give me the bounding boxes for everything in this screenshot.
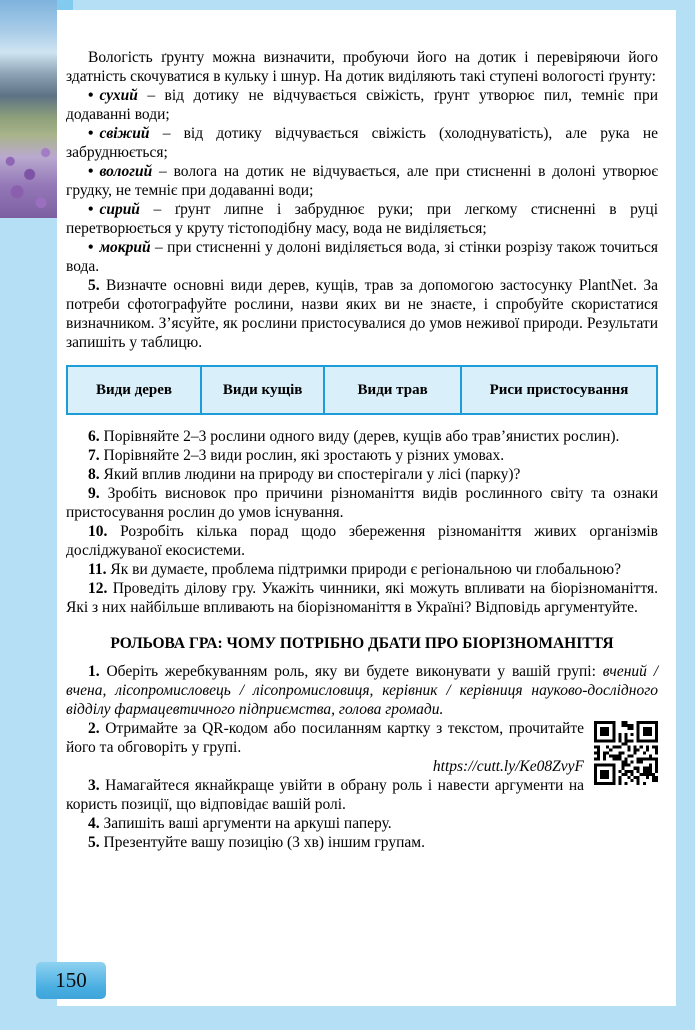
task-text: Який вплив людини на природу ви спостерігали у лісі (парку)? (103, 466, 521, 483)
task-text: Зробіть висновок про причини різноманіття видів рослинного світу та ознаки пристосування рослин до умов існування. (66, 485, 658, 521)
task-number: 11. (88, 561, 107, 578)
term-definition: – від дотику не відчувається свіжість, ґрунт утворює пил, темніє при додаванні води; (66, 87, 659, 123)
step-text: Намагайтеся якнайкраще увійти в обрану роль і навести аргументи на користь позиції, що відповідає вашій ролі. (66, 777, 585, 813)
term: сухий (99, 87, 138, 104)
role-game-heading: РОЛЬОВА ГРА: ЧОМУ ПОТРІБНО ДБАТИ ПРО БІОРІЗНОМАНІТТЯ (110, 635, 614, 652)
task-text: Розробіть кілька порад щодо збереження різноманіття живих організмів досліджуваної екосистеми. (66, 523, 658, 559)
step-number: 2. (88, 720, 100, 737)
qr-link[interactable]: https://cutt.ly/Ke08ZvyF (432, 758, 584, 775)
term: свіжий (99, 125, 150, 142)
bullet-icon (88, 239, 99, 256)
bullet-icon (88, 125, 99, 142)
term-definition: – ґрунт липне і забруднює руки; при легкому стисненні в руці перетворюється у круту тістоподібну масу, вода не виділяється; (66, 201, 659, 237)
page-number-badge (36, 962, 106, 999)
task-number: 12. (88, 580, 108, 597)
task-text: Проведіть ділову гру. Укажіть чинники, які можуть впливати на біорізноманіття. Які з них найбільше впливають на біорізноманіття в Україні? Відповідь аргументуйте. (66, 580, 659, 616)
task-number: 9. (88, 485, 100, 502)
task-8 (66, 465, 658, 484)
task-text: Порівняйте 2–3 види рослин, які зростають у різних умовах. (103, 447, 505, 464)
task-6 (66, 427, 658, 446)
column-header: Види дерев (67, 366, 201, 414)
page-border-top (57, 0, 695, 10)
step-number: 5. (88, 834, 100, 851)
role-game-step-4 (66, 814, 658, 833)
list-item (66, 238, 658, 276)
list-item (66, 162, 658, 200)
task-10 (66, 522, 658, 560)
term-definition: – волога на дотик не відчувається, але при стисненні в долоні утворює грудку, не темніє при додаванні води; (66, 163, 659, 199)
table-header-row (67, 366, 657, 414)
step-number: 4. (88, 815, 100, 832)
role-game-step-2-block (66, 719, 658, 776)
list-item (66, 124, 658, 162)
page-number: 150 (55, 968, 87, 992)
step-number: 3. (88, 777, 100, 794)
task-7 (66, 446, 658, 465)
column-header: Види кущів (201, 366, 324, 414)
list-item (66, 200, 658, 238)
plant-types-table (66, 365, 658, 415)
bullet-icon (88, 163, 99, 180)
task-number: 5. (88, 277, 100, 294)
task-text: Порівняйте 2–3 рослини одного виду (дерев, кущів або трав’янистих рослин). (103, 428, 620, 445)
role-game-step-2 (66, 719, 658, 757)
step-text: Запишіть ваші аргументи на аркуші паперу. (103, 815, 392, 832)
page-border-top-accent (57, 0, 73, 10)
term-definition: – при стисненні у долоні виділяється вода, зі стінки розрізу також точиться вода. (66, 239, 658, 275)
term: мокрий (99, 239, 151, 256)
role-game-step-3 (66, 776, 658, 814)
task-9 (66, 484, 658, 522)
step-text: Презентуйте вашу позицію (3 хв) іншим групам. (103, 834, 425, 851)
step-number: 1. (88, 663, 100, 680)
step-text: Отримайте за QR-кодом або посиланням картку з текстом, прочитайте його та обговоріть у групі. (66, 720, 584, 756)
list-item (66, 86, 658, 124)
step-text: Оберіть жеребкуванням роль, яку ви будете виконувати у вашій групі: (106, 663, 596, 680)
role-game-step-1 (66, 662, 658, 719)
bullet-icon (88, 87, 99, 104)
task-number: 8. (88, 466, 100, 483)
task-number: 7. (88, 447, 100, 464)
page-border-right (676, 0, 695, 1030)
term: вологий (99, 163, 153, 180)
role-game-step-5 (66, 833, 658, 852)
column-header: Види трав (324, 366, 461, 414)
task-text: Як ви думаєте, проблема підтримки природи є регіональною чи глобальною? (110, 561, 621, 578)
term-definition: – від дотику відчувається свіжість (холоднуватість), але рука не забруднюється; (66, 125, 658, 161)
bullet-icon (88, 201, 99, 218)
crocus-photo (0, 0, 57, 218)
page-border-bottom (0, 1006, 695, 1030)
qr-code (594, 721, 658, 785)
roles-list: вчений / вчена, лісопромисловець / лісопромисловиця, керівник / керівниця науково-дослідного відділу фармацевтичного підприємства, голова громади. (66, 663, 659, 718)
task-12 (66, 579, 658, 617)
task-text: Визначте основні види дерев, кущів, трав за допомогою застосунку PlantNet. За потреби сфотографуйте рослини, назви яких ви не знаєте, і спробуйте скористатися визначником. З’ясуйте, як рослини пристосувалися до умов неживої природи. Результати запишіть у таблицю. (66, 277, 658, 351)
term: сирий (99, 201, 140, 218)
intro-paragraph: Вологість ґрунту можна визначити, пробуючи його на дотик і перевіряючи його здатність скочуватися в кульку і шнур. На дотик виділяють такі ступені вологості ґрунту: (66, 49, 658, 85)
task-number: 10. (88, 523, 108, 540)
task-11 (66, 560, 658, 579)
moisture-levels-list (66, 86, 658, 276)
task-number: 6. (88, 428, 100, 445)
page-content (66, 48, 658, 852)
column-header: Риси пристосування (461, 366, 657, 414)
task-5 (66, 276, 658, 352)
